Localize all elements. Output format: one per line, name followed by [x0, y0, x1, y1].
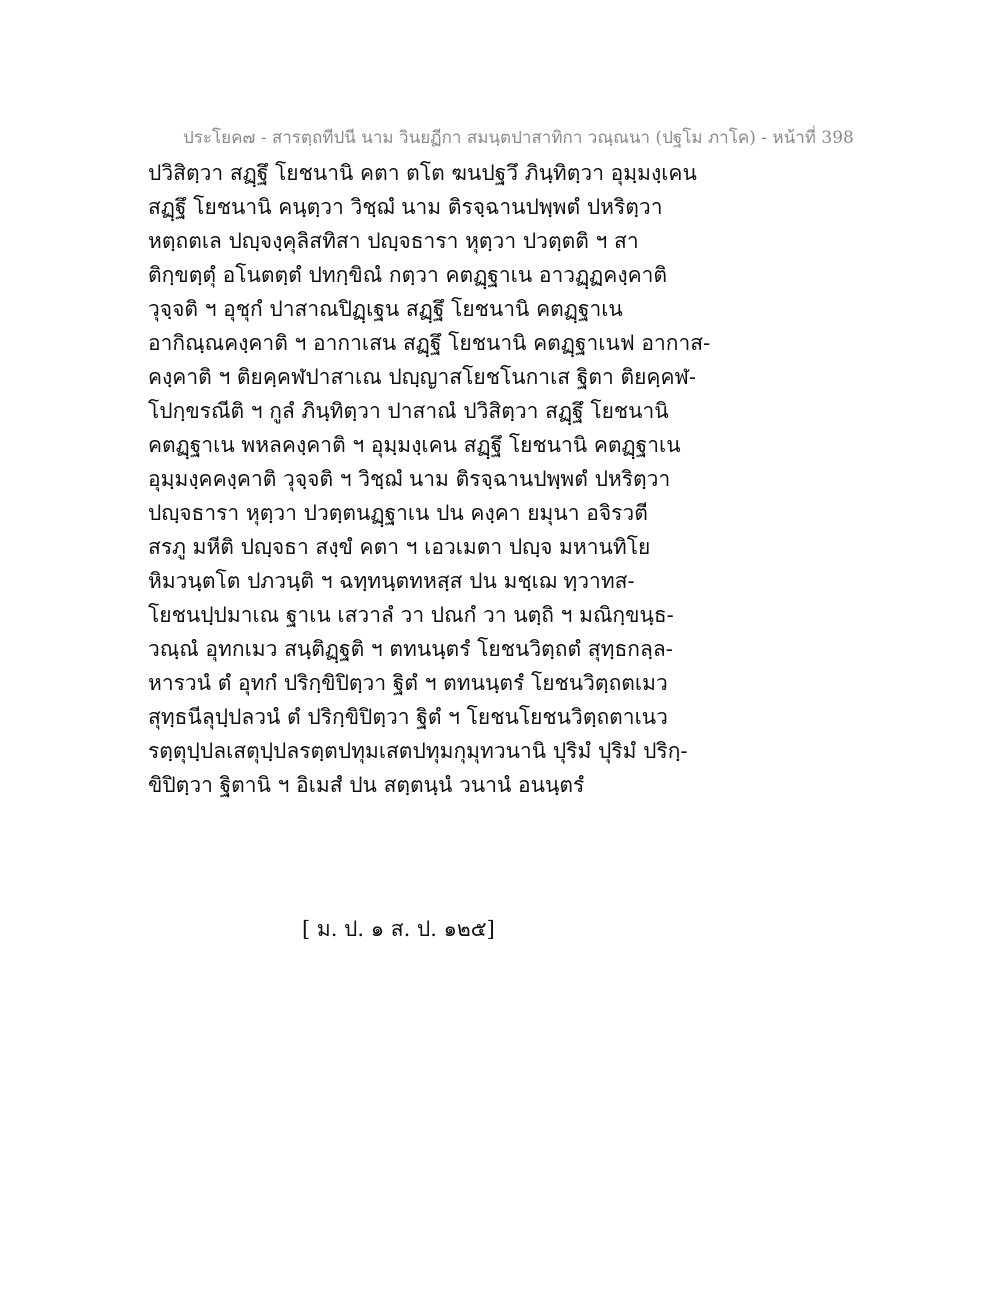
text-line: หิมวนฺตโต ปภวนฺติ ฯ ฉทฺทนฺตทหสฺส ปน มชฺเฌ ทฺวาทส-	[148, 569, 635, 593]
text-line: วณฺณํ อุทกเมว สนฺติฏฺฐติ ฯ ตทนนฺตรํ โยชนวิตฺถตํ สุทฺธกลฺล-	[148, 637, 673, 661]
text-line: หตฺถตเล ปญฺจงฺคุลิสทิสา ปญฺจธารา หุตฺวา ปวตฺตติ ฯ สา	[148, 229, 639, 253]
text-line: ขิปิตฺวา ฐิตานิ ฯ อิเมสํ ปน สตฺตนฺนํ วนานํ อนนฺตรํ	[148, 773, 585, 797]
text-line: วุจฺจติ ฯ อุชุกํ ปาสาณปิฏฺเฐน สฏฺฐึ โยชนานิ คตฏฺฐาเน	[148, 297, 623, 321]
text-line: ปญฺจธารา หุตฺวา ปวตฺตนฏฺฐาเน ปน คงฺคา ยมุนา อจิรวตี	[148, 501, 648, 525]
text-line: คงฺคาติ ฯ ติยคฺคฬปาสาเณ ปญฺญาสโยชโนกาเส ฐิตา ติยคฺคฬ-	[148, 365, 696, 389]
text-line: สรภู มหีติ ปญฺจธา สงฺขํ คตา ฯ เอวเมตา ปญฺจ มหานทิโย	[148, 535, 651, 559]
body-text	[148, 156, 848, 802]
text-line: อากิณฺณคงฺคาติ ฯ อากาเสน สฏฺฐึ โยชนานิ คตฏฺฐาเนฟ อากาส-	[148, 331, 711, 355]
text-line: รตฺตุปฺปลเสตุปฺปลรตฺตปทุมเสตปทุมกุมุทวนานิ ปุริมํ ปุริมํ ปริกฺ-	[148, 739, 688, 763]
running-header: ประโยค๗ - สารตฺถทีปนี นาม วินยฏีกา สมนฺตปาสาทิกา วณฺณนา (ปฐโม ภาโค) - หน้าที่ 398	[183, 128, 854, 148]
text-line: สฏฺฐึ โยชนานิ คนฺตฺวา วิชฺฌํ นาม ติรจฺฉานปพฺพตํ ปหริตฺวา	[148, 195, 663, 219]
text-line: โยชนปฺปมาเณ ฐาเน เสวาลํ วา ปณกํ วา นตฺถิ ฯ มณิกฺขนฺธ-	[148, 603, 674, 627]
text-line: หารวนํ ตํ อุทกํ ปริกฺขิปิตฺวา ฐิตํ ฯ ตทนนฺตรํ โยชนวิตฺถตเมว	[148, 671, 668, 695]
text-line: อุมฺมงฺคคงฺคาติ วุจฺจติ ฯ วิชฺฌํ นาม ติรจฺฉานปพฺพตํ ปหริตฺวา	[148, 467, 671, 491]
text-line: ปวิสิตฺวา สฏฺฐึ โยชนานิ คตา ตโต ฆนปฐวึ ภินฺทิตฺวา อุมฺมงฺเคน	[148, 161, 697, 185]
source-reference: [ ม. ป. ๑ ส. ป. ๑๒๕]	[302, 917, 495, 941]
text-line: สุทฺธนีลุปฺปลวนํ ตํ ปริกฺขิปิตฺวา ฐิตํ ฯ โยชนโยชนวิตฺถตาเนว	[148, 705, 668, 729]
text-line: โปกฺขรณีติ ฯ กูลํ ภินฺทิตฺวา ปาสาณํ ปวิสิตฺวา สฏฺฐึ โยชนานิ	[148, 399, 669, 423]
text-line: ติกฺขตฺตุํ อโนตตฺตํ ปทกฺขิณํ กตฺวา คตฏฺฐาเน อาวฏฺฏคงฺคาติ	[148, 263, 668, 287]
text-line: คตฏฺฐาเน พหลคงฺคาติ ฯ อุมฺมงฺเคน สฏฺฐึ โยชนานิ คตฏฺฐาเน	[148, 433, 681, 457]
